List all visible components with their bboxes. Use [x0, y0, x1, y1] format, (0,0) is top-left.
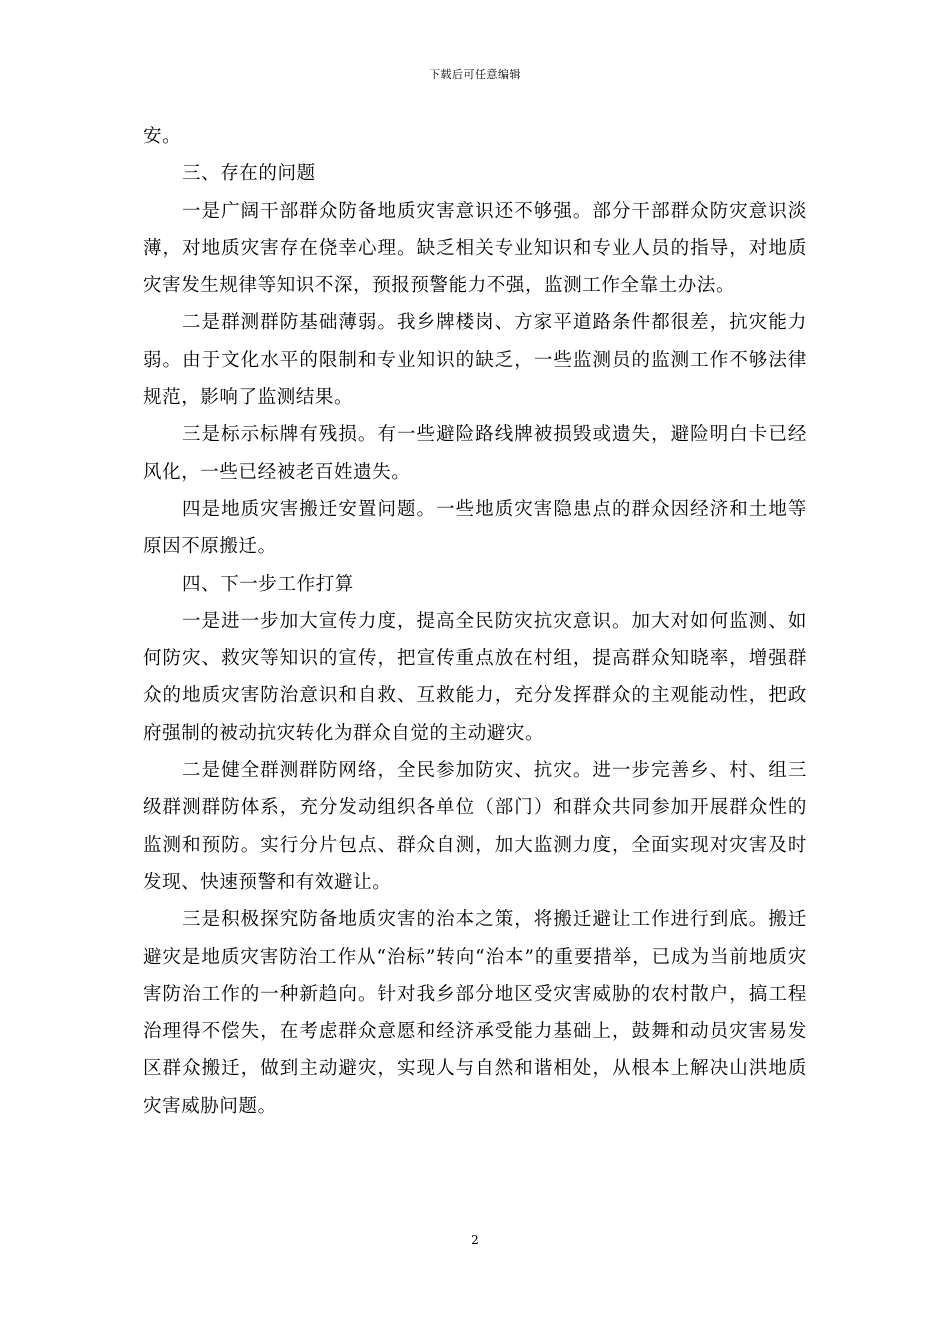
page-header: 下载后可任意编辑 — [429, 68, 521, 81]
section-heading-problems: 三、存在的问题 — [182, 163, 316, 185]
page-number: 2 — [471, 1233, 479, 1247]
section-heading-next-steps: 四、下一步工作打算 — [182, 573, 354, 595]
paragraph-plan-1: 一是进一步加大宣传力度，提高全民防灾抗灾意识。加大对如何监测、如何防灾、救灾等知识的宣传，把宣传重点放在村组，提高群众知晓率，增强群众的地质灾害防治意识和自救、互救能力，充分发挥群众的主观能动性，把政府强制的被动抗灾转化为群众自觉的主动避灾。 — [143, 610, 807, 744]
paragraph-problem-2: 二是群测群防基础薄弱。我乡牌楼岗、方家平道路条件都很差，抗灾能力弱。由于文化水平的限制和专业知识的缺乏，一些监测员的监测工作不够法律规范，影响了监测结果。 — [143, 312, 807, 409]
document-body — [143, 118, 807, 1125]
paragraph-problem-1: 一是广阔干部群众防备地质灾害意识还不够强。部分干部群众防灾意识淡薄，对地质灾害存在侥幸心理。缺乏相关专业知识和专业人员的指导，对地质灾害发生规律等知识不深，预报预警能力不强，监测工作全靠土办法。 — [143, 200, 807, 297]
paragraph-plan-2: 二是健全群测群防网络，全民参加防灾、抗灾。进一步完善乡、村、组三级群测群防体系，充分发动组织各单位（部门）和群众共同参加开展群众性的监测和预防。实行分片包点、群众自测，加大监测力度，全面实现对灾害及时发现、快速预警和有效避让。 — [143, 760, 807, 893]
paragraph-plan-3: 三是积极探究防备地质灾害的治本之策，将搬迁避让工作进行到底。搬迁避灾是地质灾害防治工作从“治标”转向“治本”的重要措举，已成为当前地质灾害防治工作的一种新趋向。针对我乡部分地区受灾害威胁的农村散户，搞工程治理得不偿失，在考虑群众意愿和经济承受能力基础上，鼓舞和动员灾害易发区群众搬迁，做到主动避灾，实现人与自然和谐相处，从根本上解决山洪地质灾害威胁问题。 — [143, 909, 807, 1117]
paragraph-continuation: 安。 — [143, 126, 182, 147]
paragraph-problem-4: 四是地质灾害搬迁安置问题。一些地质灾害隐患点的群众因经济和土地等原因不原搬迁。 — [143, 498, 807, 558]
paragraph-problem-3: 三是标示标牌有残损。有一些避险路线牌被损毁或遗失，避险明白卡已经风化，一些已经被老百姓遗失。 — [143, 424, 807, 483]
